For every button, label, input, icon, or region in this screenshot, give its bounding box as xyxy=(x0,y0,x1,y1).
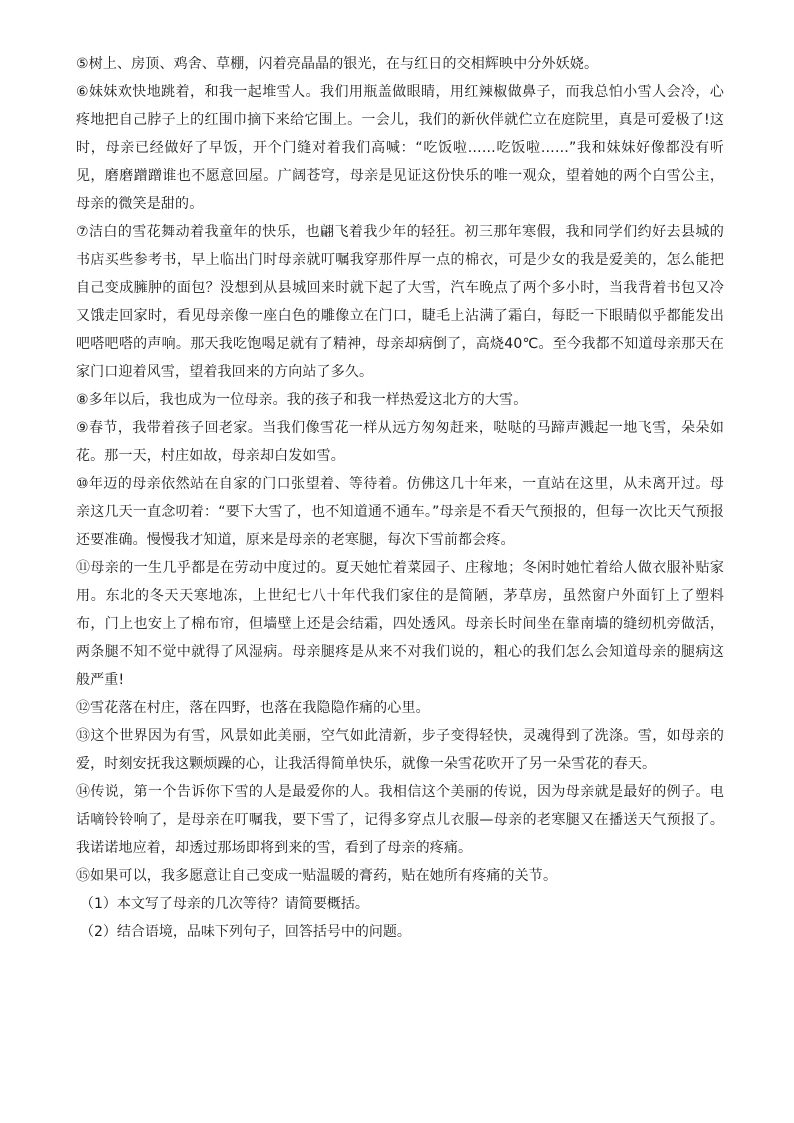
question-1: （1）本文写了母亲的几次等待？请简要概括。 xyxy=(80,896,369,912)
paragraph-12: ⑫雪花落在村庄，落在四野，也落在我隐隐作痛的心里。 xyxy=(76,700,430,716)
paragraph-8: ⑧多年以后，我也成为一位母亲。我的孩子和我一样热爱这北方的大雪。 xyxy=(76,392,528,408)
paragraph-5: ⑤树上、房顶、鸡舍、草棚，闪着亮晶晶的银光，在与红日的交相辉映中分外妖娆。 xyxy=(76,56,599,72)
paragraph-13: ⑬这个世界因为有雪，风景如此美丽，空气如此清新，步子变得轻快，灵魂得到了洗涤。雪，如母亲的爱，时刻安抚我这颗烦躁的心，让我活得简单快乐，就像一朵雪花吹开了另一朵雪花的春天。 xyxy=(76,728,724,772)
paragraph-14: ⑭传说，第一个告诉你下雪的人是最爱你的人。我相信这个美丽的传说，因为母亲就是最好的例子。电话嘀铃铃响了，是母亲在叮嘱我，要下雪了，记得多穿点儿衣服—母亲的老寒腿又在播送天气预报了。我诺诺地应着，却透过那场即将到来的雪，看到了母亲的疼痛。 xyxy=(76,784,724,856)
paragraph-7: ⑦洁白的雪花舞动着我童年的快乐，也翩飞着我少年的轻狂。初三那年寒假，我和同学们约好去县城的书店买些参考书，早上临出门时母亲就叮嘱我穿那件厚一点的棉衣，可是少女的我是爱美的，怎么能把自己变成臃肿的面包？没想到从县城回来时就下起了大雪，汽车晚点了两个多小时，当我背着书包又冷又饿走回家时，看见母亲像一座白色的雕像立在门口，睫毛上沾满了霜白，每眨一下眼睛似乎都能发出吧嗒吧嗒的声响。那天我吃饱喝足就有了精神，母亲却病倒了，高烧40℃。至今我都不知道母亲那天在家门口迎着风雪，望着我回来的方向站了多久。 xyxy=(76,224,724,380)
question-2: （2）结合语境，品味下列句子，回答括号中的问题。 xyxy=(80,924,411,940)
paragraph-15: ⑮如果可以，我多愿意让自己变成一贴温暖的膏药，贴在她所有疼痛的关节。 xyxy=(76,868,558,884)
paragraph-6: ⑥妹妹欢快地跳着，和我一起堆雪人。我们用瓶盖做眼睛，用红辣椒做鼻子，而我总怕小雪人会冷，心疼地把自己脖子上的红围巾摘下来给它围上。一会儿，我们的新伙伴就伫立在庭院里，真是可爱极了!这时，母亲已经做好了早饭，开个门缝对着我们高喊：“吃饭啦……吃饭啦……”我和妹妹好像都没有听见，磨磨蹭蹭谁也不愿意回屋。广阔苍穹，母亲是见证这份快乐的唯一观众，望着她的两个白雪公主，母亲的微笑是甜的。 xyxy=(76,84,724,212)
paragraph-9: ⑨春节，我带着孩子回老家。当我们像雪花一样从远方匆匆赶来，哒哒的马蹄声溅起一地飞雪，朵朵如花。那一天，村庄如故，母亲却白发如雪。 xyxy=(76,420,724,464)
paragraph-10: ⑩年迈的母亲依然站在自家的门口张望着、等待着。仿佛这几十年来，一直站在这里，从未离开过。母亲这几天一直念叨着：“要下大雪了，也不知道通不通车。”母亲是不看天气预报的，但每一次比天气预报还要准确。慢慢我才知道，原来是母亲的老寒腿，每次下雪前都会疼。 xyxy=(76,476,724,548)
article-body xyxy=(76,50,724,946)
paragraph-11: ⑪母亲的一生几乎都是在劳动中度过的。夏天她忙着菜园子、庄稼地；冬闲时她忙着给人做衣服补贴家用。东北的冬天天寒地冻，上世纪七八十年代我们家住的是简陋，茅草房，虽然窗户外面钉上了塑料布，门上也安上了棉布帘，但墙壁上还是会结霜，四处透风。母亲长时间坐在靠南墙的缝纫机旁做活，两条腿不知不觉中就得了风湿病。母亲腿疼是从来不对我们说的，粗心的我们怎么会知道母亲的腿病这般严重! xyxy=(76,560,724,688)
